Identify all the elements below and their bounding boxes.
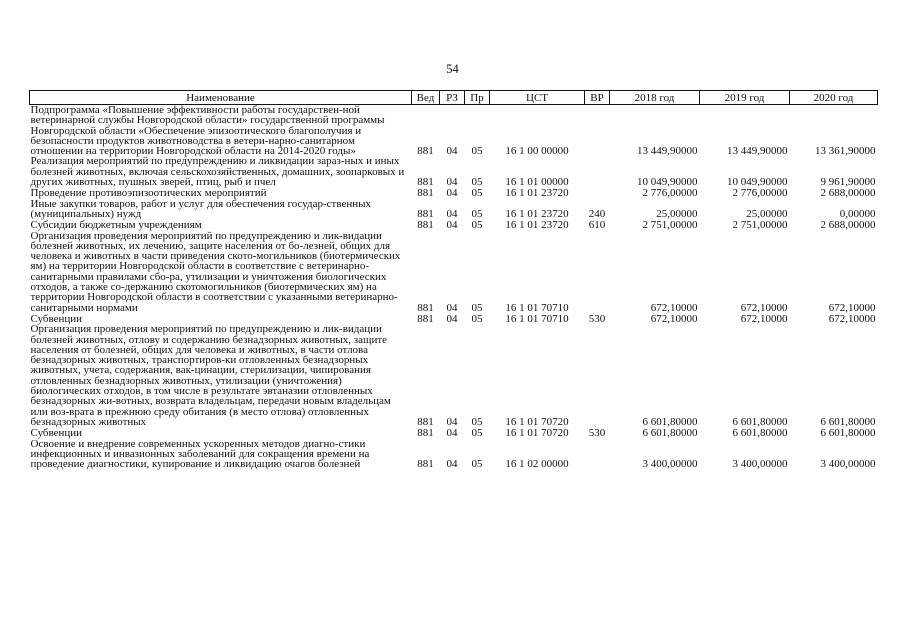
row-amount-2019: 672,10000	[740, 301, 788, 314]
page-number: 54	[446, 62, 459, 76]
row-name: Иные закупки товаров, работ и услуг для обеспечения государ-ственных (муниципальных) нужд	[30, 197, 372, 220]
row-name: Организация проведения мероприятий по предупреждению и лик-видации болезней животных, отлову и содержанию безнадзорных животных, защите населения от болезней, общих для человека и животных, в части отлова безнадзорных животных, транспортиров-ки отловленных безнадзорных животных, учета, содержания, вак-цинации, стерилизации, чипирования отловленных безнадзорных животных, утилизации (уничтожения) биологических отходов, в том числе в результате эвтаназии отловленных безнадзорных жи-вотных, возврата владельцам, передачи новым владельцам или воз-врата в прежнюю среду обитания (в место отлова) отловленных безнадзорных животных	[30, 323, 391, 428]
row-pr: 05	[471, 187, 483, 200]
row-pr: 05	[471, 458, 483, 471]
row-vr: 610	[588, 219, 606, 232]
row-amount-2019: 672,10000	[740, 312, 788, 325]
row-rz: 04	[446, 176, 458, 189]
table-row	[30, 231, 878, 313]
column-header-2019: 2019 год	[700, 91, 790, 105]
row-ved: 881	[417, 415, 434, 428]
row-amount-2019: 25,00000	[746, 207, 788, 220]
row-rz: 04	[446, 219, 458, 232]
row-amount-2018: 25,00000	[656, 207, 698, 220]
row-cst: 16 1 01 70720	[505, 415, 569, 428]
row-amount-2019: 2 776,00000	[732, 187, 788, 200]
row-rz: 04	[446, 301, 458, 314]
row-ved: 881	[417, 301, 434, 314]
row-pr: 05	[471, 219, 483, 232]
row-cst: 16 1 01 00000	[505, 176, 569, 189]
row-vr	[585, 439, 610, 470]
row-cst: 16 1 01 70710	[505, 312, 569, 325]
row-ved: 881	[417, 458, 434, 471]
row-rz: 04	[446, 187, 458, 200]
row-vr	[585, 187, 610, 198]
row-rz: 04	[446, 427, 458, 440]
row-pr: 05	[471, 312, 483, 325]
row-pr: 05	[471, 176, 483, 189]
row-amount-2019: 6 601,80000	[732, 427, 788, 440]
row-name: Подпрограмма «Повышение эффективности работы государствен-ной ветеринарной службы Новгородской области» государственной программы Новгородской области «Обеспечение эпизоотического благополучия и безопасности продуктов животноводства в ветери-нарно-санитарном отношении на территории Новгородской области на 2014-2020 годы»	[30, 104, 385, 158]
row-cst: 16 1 01 23720	[505, 187, 569, 200]
column-header-ved: Вед	[412, 91, 440, 105]
row-ved: 881	[417, 176, 434, 189]
row-amount-2020: 6 601,80000	[820, 415, 876, 428]
row-ved: 881	[417, 207, 434, 220]
row-ved: 881	[417, 219, 434, 232]
row-ved: 881	[417, 145, 434, 158]
row-amount-2018: 672,10000	[650, 312, 698, 325]
row-amount-2020: 2 688,00000	[820, 187, 876, 200]
table-row	[30, 187, 878, 198]
row-vr	[585, 105, 610, 157]
row-amount-2020: 6 601,80000	[820, 427, 876, 440]
row-pr: 05	[471, 415, 483, 428]
row-amount-2020: 2 688,00000	[820, 219, 876, 232]
row-amount-2019: 3 400,00000	[732, 458, 788, 471]
row-name: Реализация мероприятий по предупреждению и ликвидации зараз-ных и иных болезней животных, включая сельскохозяйственных, домашних, зоопарковых и других животных, пушных зверей, птиц, рыб и пчел	[30, 155, 405, 189]
row-pr: 05	[471, 145, 483, 158]
table-row	[30, 219, 878, 230]
row-amount-2018: 6 601,80000	[642, 427, 698, 440]
row-amount-2020: 13 361,90000	[815, 145, 876, 158]
row-name: Организация проведения мероприятий по предупреждению и лик-видации болезней животных, их лечению, защите населения от бо-лезней, общих для человека и животных в части приведения ското-могильников (биотермических ям) на территории Новгородской области в соответствие с ветеринарно-санитарными правилами сбо-ра, утилизации и уничтожения биологических отходов, а также со-держанию скотомогильников (биотермических ям) на территории Новгородской области в соответствии с указанными ветеринарно-санитарными нормами	[30, 229, 401, 314]
row-vr	[585, 324, 610, 427]
row-cst: 16 1 01 23720	[505, 219, 569, 232]
table-header-row	[30, 91, 878, 105]
row-name: Субвенции	[30, 312, 83, 325]
row-vr	[585, 156, 610, 187]
row-amount-2020: 672,10000	[828, 312, 876, 325]
table-row	[30, 105, 878, 157]
column-header-2020: 2020 год	[790, 91, 878, 105]
row-name: Проведение противоэпизоотических мероприятий	[30, 187, 267, 200]
row-amount-2018: 2 776,00000	[642, 187, 698, 200]
row-name: Субвенции	[30, 427, 83, 440]
column-header-name: Наименование	[30, 91, 412, 105]
row-rz: 04	[446, 312, 458, 325]
row-name: Освоение и внедрение современных ускоренных методов диагно-стики инфекционных и инвазионных заболеваний для сокращения времени на проведение диагностики, купирование и ликвидацию очагов болезней	[30, 437, 370, 471]
row-amount-2019: 13 449,90000	[727, 145, 788, 158]
row-cst: 16 1 01 23720	[505, 207, 569, 220]
row-amount-2020: 3 400,00000	[820, 458, 876, 471]
row-vr: 530	[588, 312, 606, 325]
row-amount-2020: 672,10000	[828, 301, 876, 314]
row-cst: 16 1 02 00000	[505, 458, 569, 471]
row-pr: 05	[471, 301, 483, 314]
row-amount-2018: 3 400,00000	[642, 458, 698, 471]
table-row	[30, 324, 878, 427]
row-pr: 05	[471, 207, 483, 220]
column-header-vr: ВР	[585, 91, 610, 105]
column-header-2018: 2018 год	[610, 91, 700, 105]
table-row	[30, 427, 878, 438]
row-pr: 05	[471, 427, 483, 440]
row-amount-2018: 10 049,90000	[637, 176, 698, 189]
row-amount-2018: 2 751,00000	[642, 219, 698, 232]
column-header-pr: Пр	[465, 91, 490, 105]
row-rz: 04	[446, 145, 458, 158]
row-amount-2019: 10 049,90000	[727, 176, 788, 189]
row-ved: 881	[417, 187, 434, 200]
row-cst: 16 1 01 70710	[505, 301, 569, 314]
row-rz: 04	[446, 207, 458, 220]
table-row	[30, 199, 878, 220]
column-header-rz: РЗ	[440, 91, 465, 105]
row-vr: 240	[588, 207, 606, 220]
row-rz: 04	[446, 415, 458, 428]
row-amount-2018: 672,10000	[650, 301, 698, 314]
row-amount-2019: 2 751,00000	[732, 219, 788, 232]
budget-table	[29, 90, 878, 469]
table-row	[30, 439, 878, 470]
row-cst: 16 1 01 70720	[505, 427, 569, 440]
row-ved: 881	[417, 427, 434, 440]
table-row	[30, 156, 878, 187]
row-amount-2018: 13 449,90000	[637, 145, 698, 158]
row-amount-2019: 6 601,80000	[732, 415, 788, 428]
row-vr	[585, 231, 610, 313]
row-vr: 530	[588, 427, 606, 440]
column-header-cst: ЦСТ	[490, 91, 585, 105]
row-amount-2020: 9 961,90000	[820, 176, 876, 189]
row-amount-2020: 0,00000	[839, 207, 876, 220]
row-cst: 16 1 00 00000	[505, 145, 569, 158]
row-rz: 04	[446, 458, 458, 471]
row-name: Субсидии бюджетным учреждениям	[30, 219, 202, 232]
row-ved: 881	[417, 312, 434, 325]
row-amount-2018: 6 601,80000	[642, 415, 698, 428]
